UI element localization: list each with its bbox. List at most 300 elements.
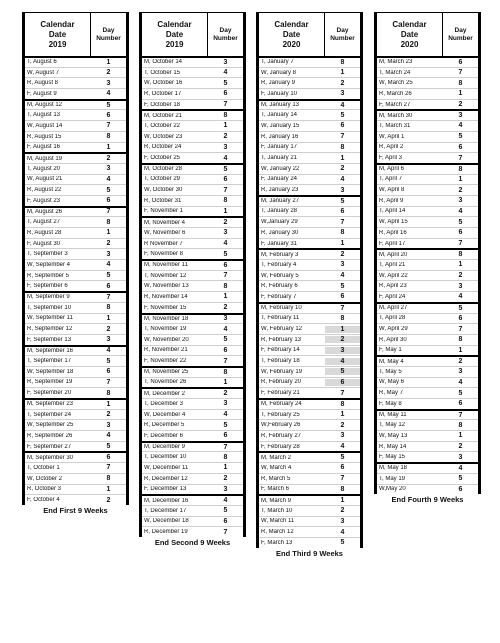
table-row xyxy=(259,441,360,452)
day-number: 5 xyxy=(106,186,111,194)
header-day: Day xyxy=(454,26,467,34)
table-row xyxy=(259,88,360,99)
calendar-date: T, May 5 xyxy=(379,368,402,375)
day-number: 6 xyxy=(325,379,360,386)
table-row xyxy=(259,323,360,334)
calendar-date: F, April 3 xyxy=(379,155,403,162)
calendar-date: R, May 7 xyxy=(379,390,404,397)
calendar-date: R, October 3 xyxy=(27,486,62,493)
day-number: 5 xyxy=(106,272,111,280)
day-number: 8 xyxy=(458,79,463,87)
table-row xyxy=(25,227,126,238)
table-row xyxy=(259,120,360,131)
day-number: 1 xyxy=(458,261,463,269)
calendar-date: M, October 28 xyxy=(144,166,183,173)
calendar-date: F, April 24 xyxy=(379,293,406,300)
day-number: 3 xyxy=(223,143,228,151)
calendar-date: W,January 29 xyxy=(261,219,298,226)
day-number: 7 xyxy=(340,304,345,312)
calendar-date: F, September 13 xyxy=(27,336,72,343)
table-row xyxy=(377,334,478,345)
calendar-date: W, February 19 xyxy=(261,368,303,375)
calendar-date: F, January 17 xyxy=(261,144,298,151)
row-list xyxy=(256,56,363,548)
table-row xyxy=(25,184,126,195)
day-number: 1 xyxy=(223,122,228,130)
day-number: 2 xyxy=(106,69,111,77)
table-row xyxy=(142,494,243,505)
day-number: 7 xyxy=(223,101,228,109)
calendar-date: F, March 27 xyxy=(379,101,411,108)
table-row xyxy=(259,430,360,441)
table-row xyxy=(142,484,243,495)
table-row xyxy=(25,56,126,67)
column-third-9-weeks xyxy=(256,12,363,560)
day-number: 7 xyxy=(223,357,228,365)
table-row xyxy=(259,505,360,516)
day-number: 1 xyxy=(340,154,345,162)
day-number: 7 xyxy=(340,389,345,397)
calendar-date: W, February 5 xyxy=(261,272,299,279)
calendar-date: M, August 26 xyxy=(27,208,63,215)
end-label: End First 9 Weeks xyxy=(43,505,108,515)
day-number: 4 xyxy=(340,272,345,280)
day-number: 7 xyxy=(458,411,463,419)
calendar-date: M, April 20 xyxy=(379,251,408,258)
table-row xyxy=(25,409,126,420)
day-number: 5 xyxy=(340,282,345,290)
calendar-date: M, April 27 xyxy=(379,305,408,312)
table-row xyxy=(25,142,126,153)
calendar-date: T, September 10 xyxy=(27,304,72,311)
table-row xyxy=(25,398,126,409)
day-number: 5 xyxy=(223,507,228,515)
day-number: 2 xyxy=(340,507,345,515)
calendar-date: M, May 11 xyxy=(379,412,407,419)
calendar-date: F, November 22 xyxy=(144,358,187,365)
day-number: 5 xyxy=(458,133,463,141)
calendar-date: R, December 19 xyxy=(144,529,188,536)
calendar-date: W, March 25 xyxy=(379,80,413,87)
table-row xyxy=(142,451,243,462)
day-number: 2 xyxy=(223,390,228,398)
calendar-date: M, November 25 xyxy=(144,369,189,376)
calendar-date: M, February 24 xyxy=(261,401,302,408)
table-row xyxy=(25,345,126,356)
table-row xyxy=(377,419,478,430)
calendar-date: R, September 12 xyxy=(27,326,73,333)
end-label: End Third 9 Weeks xyxy=(276,548,343,558)
table-row xyxy=(142,174,243,185)
calendar-date: M, September 23 xyxy=(27,401,74,408)
day-number: 3 xyxy=(106,336,111,344)
calendar-date: M, September 16 xyxy=(27,347,74,354)
end-label: End Fourth 9 Weeks xyxy=(391,495,464,505)
table-row xyxy=(259,537,360,548)
table-row xyxy=(259,366,360,377)
day-number: 5 xyxy=(458,475,463,483)
day-number: 3 xyxy=(458,197,463,205)
table-row xyxy=(259,216,360,227)
table-row xyxy=(25,387,126,398)
calendar-date: R, February 6 xyxy=(261,283,298,290)
table-row xyxy=(377,248,478,259)
table-row xyxy=(142,270,243,281)
calendar-date: F, August 23 xyxy=(27,197,61,204)
table-row xyxy=(142,516,243,527)
day-number: 6 xyxy=(458,58,463,66)
table-row xyxy=(259,152,360,163)
row-list xyxy=(374,56,481,494)
calendar-date: R, October 31 xyxy=(144,197,182,204)
table-row xyxy=(259,526,360,537)
calendar-date: T, January 7 xyxy=(261,59,294,66)
day-number: 8 xyxy=(223,453,228,461)
day-number: 6 xyxy=(458,314,463,322)
table-row xyxy=(377,77,478,88)
day-number: 4 xyxy=(223,497,228,505)
day-number: 2 xyxy=(458,443,463,451)
day-number: 2 xyxy=(106,240,111,248)
day-number: 7 xyxy=(223,186,228,194)
table-row xyxy=(142,345,243,356)
table-row xyxy=(25,216,126,227)
table-row xyxy=(377,280,478,291)
header-day: Day xyxy=(219,26,232,34)
day-number: 3 xyxy=(340,517,345,525)
table-row xyxy=(377,120,478,131)
table-row xyxy=(142,441,243,452)
calendar-date: T, December 10 xyxy=(144,454,187,461)
table-row xyxy=(25,366,126,377)
day-number: 1 xyxy=(458,346,463,354)
table-row xyxy=(25,280,126,291)
table-row xyxy=(142,505,243,516)
table-row xyxy=(259,409,360,420)
day-number: 6 xyxy=(106,111,111,119)
calendar-date: R, December 12 xyxy=(144,475,188,482)
day-number: 1 xyxy=(340,497,345,505)
calendar-date: M, April 6 xyxy=(379,166,405,173)
table-row xyxy=(259,270,360,281)
calendar-date: R, August 28 xyxy=(27,229,62,236)
table-row xyxy=(142,355,243,366)
day-number: 1 xyxy=(223,464,228,472)
calendar-date: R, March 12 xyxy=(261,529,294,536)
day-number: 5 xyxy=(106,443,111,451)
table-row xyxy=(25,473,126,484)
table-row xyxy=(259,67,360,78)
end-label: End Second 9 Weeks xyxy=(154,537,231,547)
calendar-date: F, February 14 xyxy=(261,347,300,354)
table-row xyxy=(377,355,478,366)
table-row xyxy=(142,152,243,163)
calendar-date: T, February 25 xyxy=(261,411,300,418)
calendar-date: W, April 22 xyxy=(379,272,408,279)
calendar-date: W, September 25 xyxy=(27,422,74,429)
table-row xyxy=(259,451,360,462)
calendar-date: T, April 21 xyxy=(379,261,406,268)
day-number: 6 xyxy=(223,175,228,183)
day-number: 5 xyxy=(340,454,345,462)
day-number: 5 xyxy=(223,421,228,429)
calendar-date: W, October 2 xyxy=(27,475,63,482)
calendar-date: M, January 13 xyxy=(261,102,300,109)
calendar-date: W, December 18 xyxy=(144,518,189,525)
calendar-date: R, April 16 xyxy=(379,229,407,236)
day-number: 3 xyxy=(458,112,463,120)
day-number: 7 xyxy=(223,528,228,536)
calendar-date: T, December 3 xyxy=(144,400,184,407)
table-row xyxy=(25,99,126,110)
day-number: 4 xyxy=(223,69,228,77)
day-number: 2 xyxy=(223,133,228,141)
calendar-date: F, April 17 xyxy=(379,240,406,247)
day-number: 5 xyxy=(458,218,463,226)
calendar-date: R, August 22 xyxy=(27,187,62,194)
table-row xyxy=(377,184,478,195)
header-calendar: Calendar xyxy=(274,19,309,29)
calendar-date: M, December 9 xyxy=(144,444,186,451)
calendar-date: W, April 8 xyxy=(379,187,405,194)
table-row xyxy=(25,494,126,505)
day-number: 1 xyxy=(458,175,463,183)
calendar-date: M, November 4 xyxy=(144,219,186,226)
table-row xyxy=(259,387,360,398)
day-number: 6 xyxy=(340,293,345,301)
day-number: 1 xyxy=(223,207,228,215)
table-row xyxy=(25,131,126,142)
header-year: 2020 xyxy=(400,39,419,49)
day-number: 8 xyxy=(223,368,228,376)
day-number: 8 xyxy=(106,475,111,483)
day-number: 4 xyxy=(340,175,345,183)
table-row xyxy=(377,270,478,281)
header-number: Number xyxy=(96,34,121,42)
calendar-date: F, February 21 xyxy=(261,390,300,397)
day-number: 4 xyxy=(106,90,111,98)
calendar-date: R, September 5 xyxy=(27,272,70,279)
day-number: 7 xyxy=(458,240,463,248)
calendar-date: T, October 15 xyxy=(144,69,181,76)
calendar-date: W, November 6 xyxy=(144,229,186,236)
day-number: 6 xyxy=(223,432,228,440)
calendar-date: T, August 13 xyxy=(27,112,61,119)
calendar-date: T, March 10 xyxy=(261,507,293,514)
calendar-date: T, May 19 xyxy=(379,475,406,482)
table-row xyxy=(259,484,360,495)
day-number: 1 xyxy=(106,485,111,493)
column-first-9-weeks xyxy=(22,12,129,517)
day-number: 4 xyxy=(458,207,463,215)
calendar-date: M, September 30 xyxy=(27,454,74,461)
day-number: 4 xyxy=(458,378,463,386)
day-number: 3 xyxy=(223,58,228,66)
day-number: 5 xyxy=(340,539,345,547)
day-number: 2 xyxy=(458,272,463,280)
table-row xyxy=(142,291,243,302)
day-number: 7 xyxy=(106,208,111,216)
calendar-date: T, December 17 xyxy=(144,507,187,514)
calendar-date: W, October 16 xyxy=(144,80,183,87)
calendar-date: R, January 30 xyxy=(261,229,299,236)
day-number: 3 xyxy=(458,368,463,376)
day-number: 4 xyxy=(325,358,360,365)
day-number: 2 xyxy=(340,421,345,429)
calendar-date: W, April 29 xyxy=(379,326,408,333)
calendar-date: T, March 24 xyxy=(379,69,411,76)
day-number: 4 xyxy=(458,122,463,130)
table-row xyxy=(259,313,360,324)
header-calendar: Calendar xyxy=(392,19,427,29)
day-number: 6 xyxy=(106,454,111,462)
table-row xyxy=(259,142,360,153)
calendar-date: M, March 2 xyxy=(261,454,292,461)
table-row xyxy=(259,174,360,185)
table-row xyxy=(377,238,478,249)
calendar-date: F, January 31 xyxy=(261,240,298,247)
table-row xyxy=(142,227,243,238)
calendar-date: T, January 14 xyxy=(261,112,298,119)
calendar-date: T, August 20 xyxy=(27,165,61,172)
table-row xyxy=(377,323,478,334)
table-row xyxy=(142,259,243,270)
table-row xyxy=(25,355,126,366)
calendar-date: F, November 15 xyxy=(144,304,187,311)
header-date: Date xyxy=(48,29,67,39)
calendar-date: M, February 3 xyxy=(261,251,299,258)
column-second-9-weeks xyxy=(139,12,246,549)
day-number: 4 xyxy=(223,240,228,248)
calendar-date: R, February 27 xyxy=(261,432,302,439)
table-row xyxy=(142,302,243,313)
calendar-date: W, October 30 xyxy=(144,187,183,194)
table-row xyxy=(25,270,126,281)
table-row xyxy=(377,216,478,227)
calendar-date: W, November 20 xyxy=(144,336,189,343)
table-row xyxy=(377,56,478,67)
table-row xyxy=(259,377,360,388)
calendar-date: M, March 30 xyxy=(379,112,413,119)
calendar-date: T, September 17 xyxy=(27,358,72,365)
table-row xyxy=(25,259,126,270)
table-row xyxy=(25,109,126,120)
day-number: 6 xyxy=(340,464,345,472)
calendar-date: T, September 24 xyxy=(27,411,72,418)
day-number: 8 xyxy=(106,304,111,312)
calendar-date: R, September 26 xyxy=(27,432,73,439)
table-row xyxy=(25,441,126,452)
calendar-date: M, January 27 xyxy=(261,198,300,205)
calendar-date: W, February 12 xyxy=(261,326,303,333)
table-row xyxy=(25,120,126,131)
header-day: Day xyxy=(102,26,115,34)
calendar-date: R, January 23 xyxy=(261,187,299,194)
header-year: 2019 xyxy=(165,39,184,49)
day-number: 2 xyxy=(340,165,345,173)
day-number: 5 xyxy=(223,165,228,173)
calendar-date: M, August 12 xyxy=(27,102,63,109)
day-number: 8 xyxy=(106,389,111,397)
table-row xyxy=(259,291,360,302)
day-number: 8 xyxy=(340,143,345,151)
calendar-date: T, October 29 xyxy=(144,176,181,183)
day-number: 3 xyxy=(106,165,111,173)
header-year: 2019 xyxy=(48,39,67,49)
calendar-date: W, January 8 xyxy=(261,69,297,76)
calendar-date: M, August 19 xyxy=(27,155,63,162)
day-number: 3 xyxy=(458,453,463,461)
calendar-date: T, October 1 xyxy=(27,464,60,471)
table-row xyxy=(142,419,243,430)
table-row xyxy=(142,120,243,131)
table-row xyxy=(142,377,243,388)
calendar-date: T, May 12 xyxy=(379,422,406,429)
day-number: 7 xyxy=(340,475,345,483)
day-number: 8 xyxy=(458,336,463,344)
table-row xyxy=(377,366,478,377)
calendar-date: F, December 13 xyxy=(144,486,187,493)
table-row xyxy=(259,494,360,505)
day-number: 7 xyxy=(223,272,228,280)
day-number: 7 xyxy=(106,464,111,472)
table-row xyxy=(142,366,243,377)
column-header xyxy=(139,12,246,56)
day-number: 4 xyxy=(106,175,111,183)
table-row xyxy=(259,345,360,356)
day-number: 4 xyxy=(106,432,111,440)
day-number: 4 xyxy=(340,528,345,536)
table-row xyxy=(25,206,126,217)
table-row xyxy=(377,462,478,473)
calendar-date: T, February 18 xyxy=(261,358,300,365)
day-number: 8 xyxy=(106,218,111,226)
day-number: 2 xyxy=(458,186,463,194)
calendar-date: F, October 25 xyxy=(144,155,181,162)
table-row xyxy=(377,195,478,206)
table-row xyxy=(142,473,243,484)
calendar-date: T, August 27 xyxy=(27,219,61,226)
day-number: 8 xyxy=(458,251,463,259)
day-number: 1 xyxy=(223,293,228,301)
day-number: 3 xyxy=(458,282,463,290)
calendar-date: M, February 10 xyxy=(261,305,302,312)
header-number: Number xyxy=(213,34,238,42)
header-number: Number xyxy=(330,34,355,42)
day-number: 3 xyxy=(340,90,345,98)
table-row xyxy=(377,109,478,120)
table-row xyxy=(259,516,360,527)
day-number: 6 xyxy=(458,229,463,237)
table-row xyxy=(142,409,243,420)
calendar-date: F, January 10 xyxy=(261,90,298,97)
calendar-date: R, February 20 xyxy=(261,379,302,386)
calendar-date: W,May 20 xyxy=(379,486,406,493)
calendar-date: F, December 6 xyxy=(144,432,184,439)
day-number: 3 xyxy=(340,261,345,269)
day-number: 7 xyxy=(340,218,345,226)
day-number: 7 xyxy=(106,293,111,301)
calendar-date: W, August 14 xyxy=(27,122,63,129)
day-number: 1 xyxy=(458,90,463,98)
day-number: 6 xyxy=(106,197,111,205)
calendar-date: F, September 20 xyxy=(27,390,72,397)
table-row xyxy=(259,238,360,249)
column-header xyxy=(374,12,481,56)
table-row xyxy=(142,526,243,537)
calendar-date: T, January 21 xyxy=(261,155,298,162)
day-number: 1 xyxy=(106,314,111,322)
